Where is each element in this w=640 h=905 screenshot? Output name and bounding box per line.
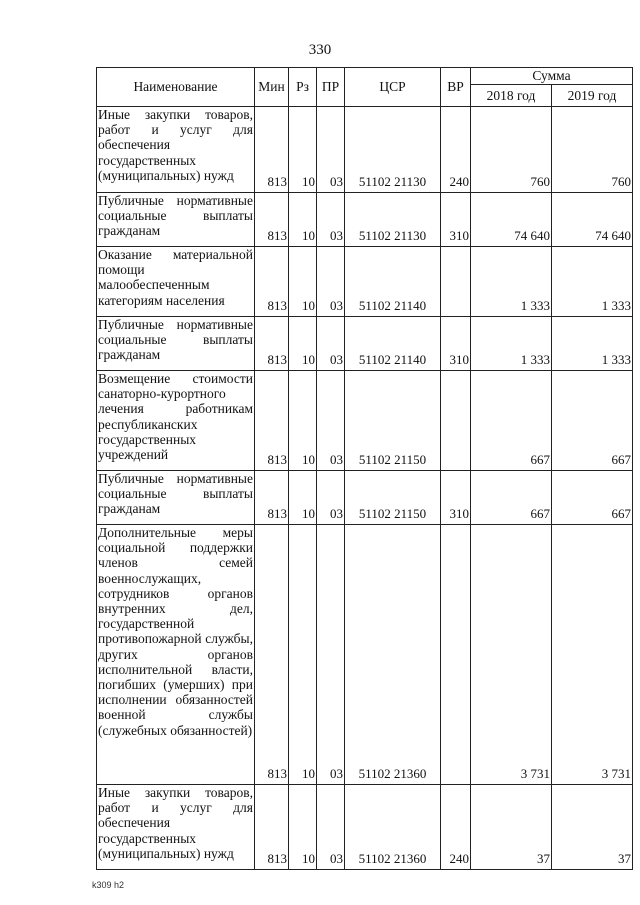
cell-min: 813 [255,317,289,371]
cell-csr: 51102 21150 [345,471,441,525]
cell-rz: 10 [289,317,317,371]
cell-y2019: 1 333 [552,317,633,371]
cell-csr: 51102 21130 [345,193,441,247]
cell-csr: 51102 21130 [345,107,441,193]
cell-y2018: 667 [471,471,552,525]
cell-name: Иные закупки товаров, работ и услуг для обеспечения государственных (муниципальных) нужд [97,785,255,870]
cell-min: 813 [255,471,289,525]
cell-pr: 03 [317,785,345,870]
cell-pr: 03 [317,525,345,785]
header-name: Наименование [97,68,255,107]
table-row [97,107,633,193]
cell-vr [441,247,471,317]
header-vr: ВР [441,68,471,107]
cell-rz: 10 [289,247,317,317]
cell-rz: 10 [289,785,317,870]
cell-min: 813 [255,371,289,471]
cell-y2019: 74 640 [552,193,633,247]
cell-name: Публичные нормативные социальные выплаты гражданам [97,317,255,371]
cell-y2018: 667 [471,371,552,471]
header-pr: ПР [317,68,345,107]
cell-csr: 51102 21360 [345,525,441,785]
cell-name: Дополнительные меры социальной поддержки членов семей военнослужащих, сотрудников органов внутренних дел, государственной противопожарной службы, других органов исполнительной власти, погибших (умерших) при исполнении обязанностей военной службы (служебных обязанностей) [97,525,255,785]
cell-name: Публичные нормативные социальные выплаты гражданам [97,193,255,247]
cell-name: Иные закупки товаров, работ и услуг для обеспечения государственных (муниципальных) нужд [97,107,255,193]
cell-vr: 310 [441,471,471,525]
cell-y2018: 1 333 [471,317,552,371]
cell-y2019: 3 731 [552,525,633,785]
cell-min: 813 [255,107,289,193]
cell-pr: 03 [317,107,345,193]
cell-y2019: 760 [552,107,633,193]
cell-y2018: 3 731 [471,525,552,785]
cell-y2018: 760 [471,107,552,193]
cell-vr: 240 [441,785,471,870]
cell-rz: 10 [289,107,317,193]
cell-min: 813 [255,525,289,785]
budget-table [96,67,633,870]
cell-csr: 51102 21360 [345,785,441,870]
header-year-2019: 2019 год [552,85,633,107]
cell-y2018: 37 [471,785,552,870]
cell-rz: 10 [289,525,317,785]
cell-rz: 10 [289,471,317,525]
cell-pr: 03 [317,247,345,317]
header-sum: Сумма [471,68,633,85]
cell-y2019: 1 333 [552,247,633,317]
footer-code: k309 h2 [92,880,125,890]
header-rz: Рз [289,68,317,107]
table-row [97,525,633,785]
cell-pr: 03 [317,317,345,371]
cell-pr: 03 [317,471,345,525]
cell-y2019: 667 [552,371,633,471]
page-number: 330 [308,42,332,58]
cell-y2018: 74 640 [471,193,552,247]
cell-name: Оказание материальной помощи малообеспеченным категориям населения [97,247,255,317]
table-row [97,371,633,471]
cell-vr: 310 [441,193,471,247]
cell-vr: 240 [441,107,471,193]
cell-rz: 10 [289,193,317,247]
table-row [97,247,633,317]
cell-y2019: 37 [552,785,633,870]
cell-vr [441,525,471,785]
table-row [97,471,633,525]
cell-pr: 03 [317,371,345,471]
header-year-2018: 2018 год [471,85,552,107]
cell-min: 813 [255,785,289,870]
cell-csr: 51102 21150 [345,371,441,471]
header-min: Мин [255,68,289,107]
cell-vr: 310 [441,317,471,371]
table-body [97,107,633,870]
cell-name: Публичные нормативные социальные выплаты гражданам [97,471,255,525]
header-csr: ЦСР [345,68,441,107]
cell-y2019: 667 [552,471,633,525]
cell-vr [441,371,471,471]
cell-rz: 10 [289,371,317,471]
cell-y2018: 1 333 [471,247,552,317]
cell-csr: 51102 21140 [345,317,441,371]
table-row [97,317,633,371]
cell-pr: 03 [317,193,345,247]
cell-min: 813 [255,193,289,247]
cell-csr: 51102 21140 [345,247,441,317]
table-row [97,785,633,870]
table-row [97,193,633,247]
cell-name: Возмещение стоимости санаторно-курортного лечения работникам республиканских государственных учреждений [97,371,255,471]
cell-min: 813 [255,247,289,317]
